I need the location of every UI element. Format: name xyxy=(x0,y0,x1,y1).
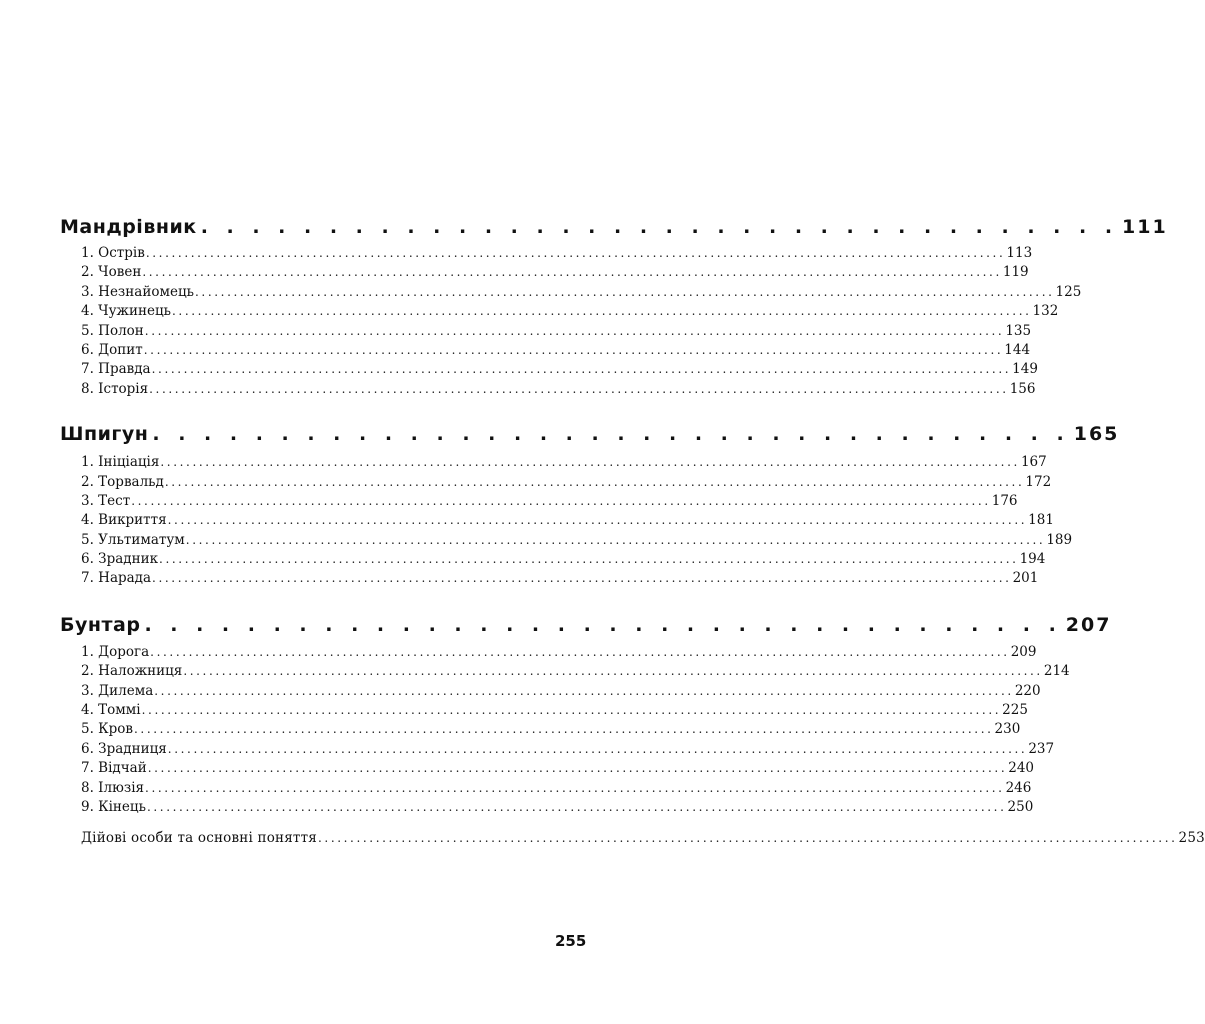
chapter-title: 4. Чужинець xyxy=(81,303,171,320)
chapter-title: 9. Кінець xyxy=(81,798,146,815)
appendix-page-number: 253 xyxy=(1178,830,1205,847)
chapter-page-number: 214 xyxy=(1043,663,1070,680)
part-heading xyxy=(60,419,1120,449)
dot-leader: . . . . . . . . . . . . . . . . . . . . . . . . . . . . . . . . . . . . xyxy=(144,613,1062,636)
page-number: 255 xyxy=(555,932,587,950)
chapter-page-number: 225 xyxy=(1002,702,1028,719)
chapter-page-number: 250 xyxy=(1007,798,1034,815)
dot-leader: . . . . . . . . . . . . . . . . . . . . . . . . . . . . . . . . . . . . xyxy=(152,423,1070,446)
dot-leader: . . . . . . . . . . . . . . . . . . . . . . . . . . . . . . . . . . . . xyxy=(200,216,1119,238)
chapter-title: 1. Острів xyxy=(81,245,145,261)
dot-leader: ...................................................................................................................................... xyxy=(150,644,1010,659)
chapter-title: 2. Човен xyxy=(81,264,142,281)
chapter-page-number: 144 xyxy=(1004,341,1031,358)
chapter-title: 7. Правда xyxy=(81,361,151,378)
chapter-entry xyxy=(81,473,1052,492)
toc-part xyxy=(60,610,1112,818)
chapter-entry xyxy=(81,322,1032,341)
dot-leader: ...................................................................................................................................... xyxy=(143,342,1004,357)
chapter-page-number: 119 xyxy=(1002,264,1029,281)
chapter-list xyxy=(60,453,1073,589)
dot-leader: ...................................................................................................................................... xyxy=(160,455,1020,470)
chapter-page-number: 132 xyxy=(1032,303,1059,320)
chapter-page-number: 209 xyxy=(1010,643,1037,660)
part-title: Шпигун xyxy=(60,423,149,446)
chapter-page-number: 167 xyxy=(1020,454,1047,471)
chapter-entry xyxy=(81,682,1041,701)
dot-leader: ...................................................................................................................................... xyxy=(151,362,1012,377)
dot-leader: ...................................................................................................................................... xyxy=(144,323,1005,338)
chapter-title: 2. Наложниця xyxy=(81,663,183,680)
part-page-number: 111 xyxy=(1122,216,1168,238)
chapter-entry xyxy=(81,380,1036,399)
chapter-title: 4. Томмі xyxy=(81,702,141,719)
dot-leader: ...................................................................................................................................... xyxy=(195,284,1055,299)
toc-part xyxy=(60,212,1168,399)
chapter-title: 3. Тест xyxy=(81,492,131,509)
chapter-title: 8. Історія xyxy=(81,380,149,397)
chapter-page-number: 246 xyxy=(1005,779,1032,796)
chapter-list xyxy=(60,244,1082,399)
chapter-title: 1. Дорога xyxy=(81,643,150,660)
part-title: Мандрівник xyxy=(60,216,197,238)
chapter-page-number: 237 xyxy=(1028,740,1055,757)
dot-leader: ...................................................................................................................................... xyxy=(167,741,1028,756)
appendix-title: Дійові особи та основні поняття xyxy=(81,830,317,847)
chapter-title: 6. Зрадник xyxy=(81,551,159,568)
chapter-page-number: 220 xyxy=(1014,682,1041,699)
dot-leader: ...................................................................................................................................... xyxy=(141,703,1002,718)
chapter-title: 3. Дилема xyxy=(81,682,154,699)
chapter-entry xyxy=(81,759,1035,778)
chapter-entry xyxy=(81,511,1054,530)
chapter-page-number: 201 xyxy=(1012,570,1039,587)
chapter-entry xyxy=(81,569,1039,588)
part-page-number: 207 xyxy=(1065,613,1112,636)
chapter-page-number: 149 xyxy=(1012,361,1038,378)
part-heading xyxy=(60,212,1168,242)
chapter-title: 5. Кров xyxy=(81,721,133,738)
chapter-page-number: 172 xyxy=(1025,473,1052,490)
dot-leader: ...................................................................................................................................... xyxy=(164,474,1025,489)
dot-leader: ...................................................................................................................................... xyxy=(185,532,1046,547)
chapter-entry xyxy=(81,263,1029,282)
chapter-title: 8. Ілюзія xyxy=(81,779,145,796)
chapter-entry xyxy=(81,283,1082,302)
chapter-title: 5. Полон xyxy=(81,322,144,339)
chapter-entry xyxy=(81,244,1033,263)
chapter-page-number: 113 xyxy=(1006,245,1033,261)
dot-leader: ...................................................................................................................................... xyxy=(134,722,994,737)
dot-leader: ...................................................................................................................................... xyxy=(159,552,1019,567)
dot-leader: ...................................................................................................................................... xyxy=(131,493,991,508)
dot-leader: ...................................................................................................................................... xyxy=(172,304,1032,319)
dot-leader: ...................................................................................................................................... xyxy=(154,683,1014,698)
chapter-page-number: 135 xyxy=(1005,322,1032,339)
chapter-entry xyxy=(81,798,1034,817)
dot-leader: ...................................................................................................................................... xyxy=(142,265,1002,280)
chapter-page-number: 181 xyxy=(1028,512,1054,529)
chapter-entry xyxy=(81,662,1070,681)
chapter-page-number: 176 xyxy=(991,492,1018,509)
chapter-entry xyxy=(81,643,1037,662)
chapter-entry xyxy=(81,302,1059,321)
chapter-entry xyxy=(81,740,1055,759)
part-heading xyxy=(60,610,1112,640)
dot-leader: ...................................................................................................................................... xyxy=(317,831,1178,846)
dot-leader: ...................................................................................................................................... xyxy=(145,246,1006,260)
chapter-entry xyxy=(81,720,1021,739)
dot-leader: ...................................................................................................................................... xyxy=(167,513,1028,528)
chapter-title: 6. Допит xyxy=(81,341,143,358)
chapter-entry xyxy=(81,453,1047,472)
dot-leader: ...................................................................................................................................... xyxy=(183,664,1043,679)
chapter-title: 6. Зрадниця xyxy=(81,740,167,757)
chapter-page-number: 194 xyxy=(1019,551,1046,568)
part-title: Бунтар xyxy=(60,613,141,636)
appendix-entry xyxy=(81,829,1205,848)
appendix-section xyxy=(60,829,1205,848)
chapter-title: 7. Відчай xyxy=(81,760,147,777)
dot-leader: ...................................................................................................................................... xyxy=(149,381,1009,396)
dot-leader: ...................................................................................................................................... xyxy=(145,780,1005,795)
chapter-page-number: 125 xyxy=(1055,283,1082,300)
chapter-page-number: 156 xyxy=(1009,380,1036,397)
chapter-entry xyxy=(81,550,1046,569)
chapter-title: 1. Ініціація xyxy=(81,454,160,471)
chapter-title: 4. Викриття xyxy=(81,512,167,529)
chapter-entry xyxy=(81,531,1073,550)
chapter-entry xyxy=(81,701,1028,720)
chapter-page-number: 189 xyxy=(1046,531,1073,548)
chapter-entry xyxy=(81,492,1018,511)
chapter-list xyxy=(60,643,1070,818)
table-of-contents xyxy=(60,212,1205,849)
dot-leader: ...................................................................................................................................... xyxy=(146,799,1007,814)
chapter-entry xyxy=(81,779,1032,798)
chapter-page-number: 230 xyxy=(994,721,1021,738)
dot-leader: ...................................................................................................................................... xyxy=(152,571,1012,586)
chapter-entry xyxy=(81,341,1031,360)
dot-leader: ...................................................................................................................................... xyxy=(147,761,1008,776)
chapter-title: 3. Незнайомець xyxy=(81,283,194,300)
chapter-page-number: 240 xyxy=(1008,760,1035,777)
chapter-entry xyxy=(81,360,1038,379)
chapter-title: 2. Торвальд xyxy=(81,473,164,490)
chapter-title: 5. Ультиматум xyxy=(81,531,185,548)
chapter-title: 7. Нарада xyxy=(81,570,152,587)
part-page-number: 165 xyxy=(1073,423,1120,446)
toc-part xyxy=(60,419,1120,589)
